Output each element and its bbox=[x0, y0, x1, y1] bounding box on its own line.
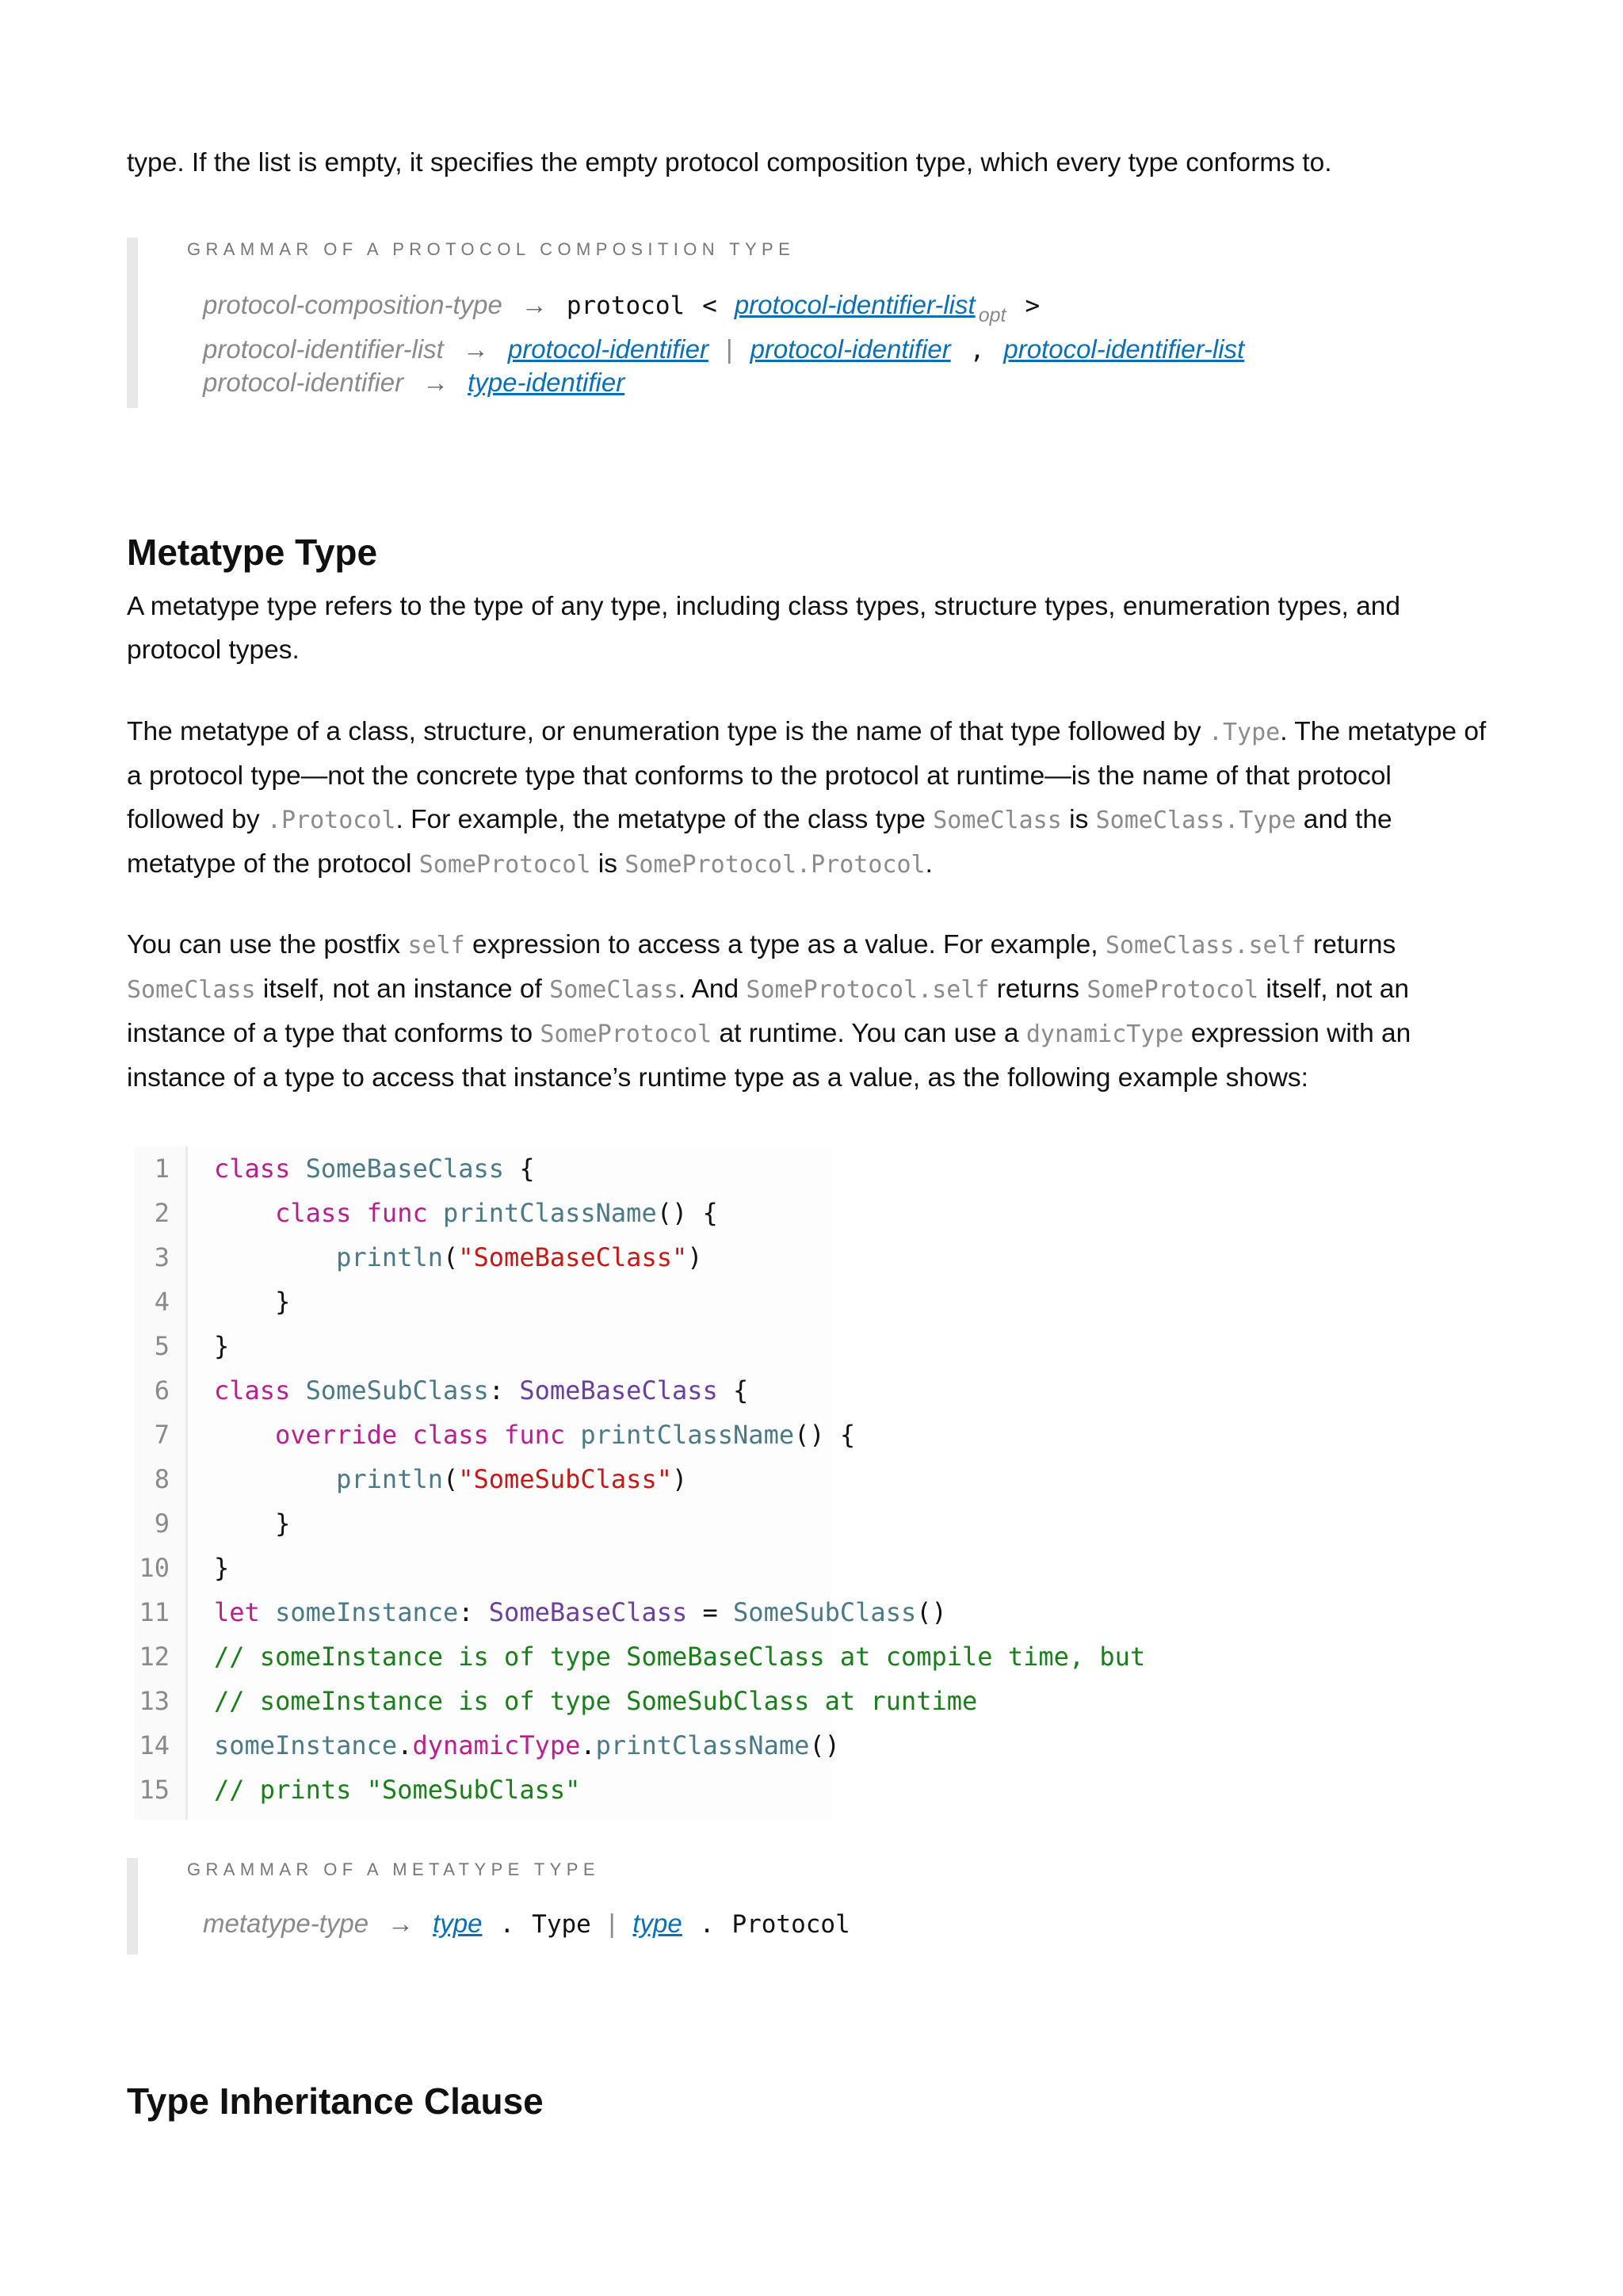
code-line: // someInstance is of type SomeSubClass at runtime bbox=[214, 1686, 978, 1716]
line-number: 6 bbox=[154, 1375, 170, 1405]
grammar-dot: . bbox=[499, 1910, 515, 1939]
grammar-keyword: > bbox=[1025, 292, 1041, 320]
code-line: println("SomeBaseClass") bbox=[336, 1242, 703, 1272]
inline-code: SomeProtocol.Protocol bbox=[624, 851, 926, 879]
line-number: 12 bbox=[139, 1642, 170, 1672]
inline-code: SomeClass bbox=[549, 976, 678, 1004]
inline-code: self bbox=[407, 932, 465, 959]
line-number: 4 bbox=[154, 1287, 170, 1317]
grammar-dot: . bbox=[699, 1910, 715, 1939]
line-number: 7 bbox=[154, 1420, 170, 1450]
inline-code: .Protocol bbox=[266, 807, 396, 834]
code-line: println("SomeSubClass") bbox=[336, 1464, 688, 1494]
code-line: class SomeSubClass: SomeBaseClass { bbox=[214, 1375, 749, 1405]
code-line: } bbox=[214, 1331, 230, 1361]
text: . The metatype of a protocol type—not the concrete type that conforms to the protocol at runtime—is the name of that protocol followed by bbox=[127, 717, 1487, 834]
arrow-icon: → bbox=[462, 334, 489, 364]
code-line: override class func printClassName() { bbox=[275, 1420, 856, 1450]
text: at runtime. You can use a bbox=[712, 1019, 1026, 1048]
grammar-keyword: < bbox=[702, 292, 717, 320]
text: is bbox=[590, 849, 625, 879]
text: . For example, the metatype of the class type bbox=[395, 805, 934, 834]
line-number: 14 bbox=[139, 1730, 170, 1760]
inline-code: SomeProtocol bbox=[418, 851, 591, 879]
line-number: 8 bbox=[154, 1464, 170, 1494]
section-heading-type-inheritance-clause: Type Inheritance Clause bbox=[127, 2081, 544, 2122]
inline-code: SomeProtocol bbox=[1086, 976, 1259, 1004]
line-number: 11 bbox=[139, 1597, 170, 1627]
arrow-icon: → bbox=[521, 290, 548, 319]
line-number: 1 bbox=[154, 1154, 170, 1184]
text: itself, not an instance of bbox=[255, 974, 550, 1004]
grammar-keyword: Protocol bbox=[731, 1910, 850, 1939]
intro-paragraph: type. If the list is empty, it specifies the empty protocol composition type, which every type conforms to. bbox=[127, 148, 1332, 177]
grammar-title: GRAMMAR OF A PROTOCOL COMPOSITION TYPE bbox=[187, 239, 796, 259]
grammar-nonterminal: protocol-identifier-list bbox=[203, 334, 444, 364]
line-number: 9 bbox=[154, 1508, 170, 1539]
inline-code: SomeClass.self bbox=[1105, 932, 1306, 959]
section-heading-metatype-type: Metatype Type bbox=[127, 532, 378, 573]
text: The metatype of a class, structure, or enumeration type is the name of that type followed by bbox=[127, 717, 1209, 746]
code-line: let someInstance: SomeBaseClass = SomeSubClass() bbox=[214, 1597, 947, 1627]
code-line: } bbox=[275, 1287, 291, 1317]
text: . And bbox=[678, 974, 747, 1004]
line-number: 5 bbox=[154, 1331, 170, 1361]
link-protocol-identifier[interactable]: protocol-identifier bbox=[750, 334, 951, 364]
grammar-opt: opt bbox=[978, 304, 1006, 326]
text: and the metatype of the protocol bbox=[127, 805, 1392, 879]
inline-code: SomeClass bbox=[127, 976, 256, 1004]
arrow-icon: → bbox=[422, 368, 449, 397]
inline-code: .Type bbox=[1208, 719, 1281, 746]
grammar-bar: | bbox=[725, 334, 733, 364]
grammar-nonterminal: protocol-identifier bbox=[203, 368, 404, 397]
line-number: 3 bbox=[154, 1242, 170, 1272]
line-number: 15 bbox=[139, 1775, 170, 1805]
grammar-keyword: protocol bbox=[566, 292, 685, 320]
code-line: class SomeBaseClass { bbox=[214, 1154, 535, 1184]
text: . bbox=[925, 849, 933, 879]
text: expression with an instance of a type to access that instance’s runtime type as a value, as the following example shows: bbox=[127, 1019, 1411, 1093]
code-listing bbox=[135, 1146, 1146, 1820]
inline-code: SomeProtocol bbox=[540, 1020, 712, 1048]
code-line: // someInstance is of type SomeBaseClass at compile time, but bbox=[214, 1642, 1146, 1672]
grammar-nonterminal: protocol-composition-type bbox=[203, 290, 502, 319]
metatype-paragraph-2 bbox=[127, 710, 1490, 887]
grammar-bar: | bbox=[608, 1909, 616, 1938]
grammar-comma: , bbox=[969, 336, 985, 364]
line-number: 2 bbox=[154, 1198, 170, 1228]
link-type-identifier[interactable]: type-identifier bbox=[468, 368, 625, 397]
line-number: 10 bbox=[139, 1553, 170, 1583]
code-line: } bbox=[275, 1508, 291, 1539]
link-type[interactable]: type bbox=[433, 1909, 483, 1938]
link-protocol-identifier-list[interactable]: protocol-identifier-list bbox=[734, 290, 976, 319]
arrow-icon: → bbox=[388, 1909, 414, 1938]
line-number: 13 bbox=[139, 1686, 170, 1716]
text: expression to access a type as a value. For example, bbox=[464, 930, 1106, 959]
grammar-keyword: Type bbox=[532, 1910, 591, 1939]
metatype-paragraph-1: A metatype type refers to the type of any type, including class types, structure types, enumeration types, and protocol types. bbox=[127, 592, 1401, 665]
metatype-paragraph-3 bbox=[127, 923, 1490, 1100]
grammar-metatype-type bbox=[127, 1858, 1501, 1955]
text: is bbox=[1061, 805, 1096, 834]
grammar-title: GRAMMAR OF A METATYPE TYPE bbox=[187, 1859, 600, 1879]
inline-code: SomeClass bbox=[933, 807, 1062, 834]
code-line: someInstance.dynamicType.printClassName() bbox=[214, 1730, 840, 1760]
link-protocol-identifier[interactable]: protocol-identifier bbox=[507, 334, 708, 364]
grammar-nonterminal: metatype-type bbox=[203, 1909, 369, 1938]
text: itself, not an instance of a type that conforms to bbox=[127, 974, 1410, 1048]
grammar-protocol-composition bbox=[127, 238, 1501, 408]
grammar-rule-protocol-composition-type bbox=[203, 290, 1041, 326]
text: You can use the postfix bbox=[127, 930, 408, 959]
text: returns bbox=[989, 974, 1087, 1004]
code-line: class func printClassName() { bbox=[275, 1198, 718, 1228]
grammar-rule-protocol-identifier-list bbox=[203, 334, 1244, 364]
grammar-rule-protocol-identifier bbox=[203, 368, 624, 398]
inline-code: dynamicType bbox=[1025, 1020, 1184, 1048]
code-line: // prints "SomeSubClass" bbox=[214, 1775, 581, 1805]
code-line: } bbox=[214, 1553, 230, 1583]
inline-code: SomeProtocol.self bbox=[746, 976, 990, 1004]
inline-code: SomeClass.Type bbox=[1095, 807, 1296, 834]
link-type[interactable]: type bbox=[632, 1909, 682, 1938]
grammar-rule-metatype-type bbox=[203, 1909, 850, 1939]
text: returns bbox=[1305, 930, 1396, 959]
link-protocol-identifier-list[interactable]: protocol-identifier-list bbox=[1003, 334, 1245, 364]
